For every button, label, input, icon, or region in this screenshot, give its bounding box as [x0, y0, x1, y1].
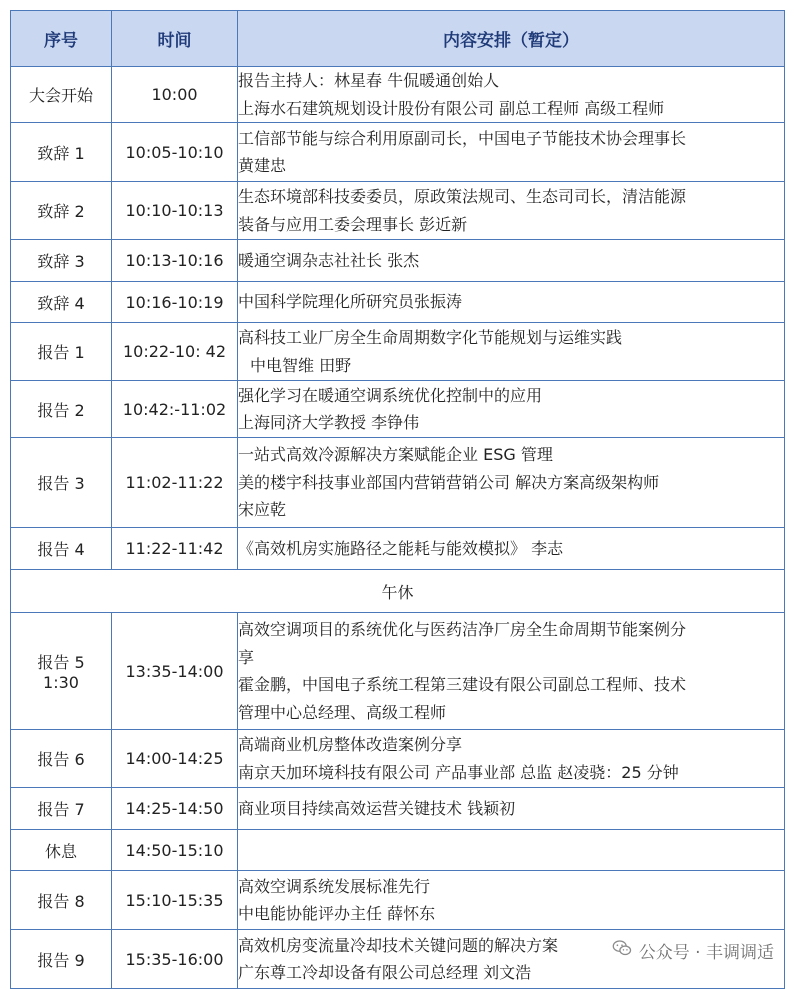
- row-content: [238, 438, 785, 528]
- content-line: 高效空调项目的系统优化与医药洁净厂房全生命周期节能案例分: [238, 620, 687, 639]
- row-time: 14:00-14:25: [112, 730, 238, 788]
- table-row: [11, 730, 785, 788]
- row-content: [238, 240, 785, 282]
- row-time: 10:22-10: 42: [112, 323, 238, 381]
- row-time: 15:35-16:00: [112, 930, 238, 989]
- table-row: [11, 323, 785, 381]
- row-index: 致辞 3: [11, 240, 112, 282]
- table-row: [11, 240, 785, 282]
- content-line: 广东尊工冷却设备有限公司总经理 刘文浩: [238, 963, 532, 982]
- content-line: 高效机房变流量冷却技术关键问题的解决方案: [238, 935, 559, 955]
- row-time: 13:35-14:00: [112, 613, 238, 730]
- content-line: 美的楼宇科技事业部国内营销营销公司 解决方案高级架构师: [238, 472, 660, 492]
- content-line: 高端商业机房整体改造案例分享: [238, 735, 463, 754]
- row-index: 大会开始: [11, 67, 112, 123]
- row-index: 报告 3: [11, 438, 112, 528]
- row-content: [238, 123, 785, 182]
- row-index: 报告 1: [11, 323, 112, 381]
- row-content: [238, 67, 785, 123]
- row-index: 报告 6: [11, 730, 112, 788]
- content-line: 南京天加环境科技有限公司 产品事业部 总监 赵凌骁：25 分钟: [238, 762, 679, 782]
- row-content: [238, 381, 785, 438]
- row-index: 报告 4: [11, 528, 112, 570]
- content-line: 中电能协能评办主任 薛怀东: [238, 904, 436, 923]
- table-row: [11, 788, 785, 830]
- row-time: 10:00: [112, 67, 238, 123]
- content-line: 高科技工业厂房全生命周期数字化节能规划与运维实践: [238, 328, 623, 347]
- row-time: 14:50-15:10: [112, 830, 238, 871]
- row-time: 10:16-10:19: [112, 282, 238, 323]
- content-line: 商业项目持续高效运营关键技术 钱颖初: [238, 798, 516, 818]
- content-line: 黄建忠: [238, 156, 287, 175]
- content-line: 宋应乾: [238, 500, 287, 520]
- row-content: [238, 788, 785, 830]
- row-content: [238, 528, 785, 570]
- content-line: 上海水石建筑规划设计股份有限公司 副总工程师 高级工程师: [238, 98, 665, 118]
- header-content: 内容安排（暂定）: [238, 11, 785, 67]
- table-row: [11, 67, 785, 123]
- table-row: [11, 830, 785, 871]
- content-line: 装备与应用工委会理事长 彭近新: [238, 214, 468, 234]
- row-time: 10:10-10:13: [112, 182, 238, 240]
- row-time: 11:02-11:22: [112, 438, 238, 528]
- schedule-body: [11, 67, 785, 989]
- row-index: 致辞 4: [11, 282, 112, 323]
- table-row: [11, 528, 785, 570]
- row-content: [238, 323, 785, 381]
- content-line: 享: [238, 647, 255, 667]
- table-row: [11, 182, 785, 240]
- watermark: [611, 937, 774, 964]
- table-row: [11, 871, 785, 930]
- row-time: 14:25-14:50: [112, 788, 238, 830]
- header-index: 序号: [11, 11, 112, 67]
- wechat-icon: [611, 937, 633, 964]
- row-index: [11, 613, 112, 730]
- content-line: 一站式高效冷源解决方案赋能企业 ESG 管理: [238, 445, 553, 465]
- table-row: [11, 381, 785, 438]
- row-time: 11:22-11:42: [112, 528, 238, 570]
- content-line: 强化学习在暖通空调系统优化控制中的应用: [238, 385, 543, 405]
- row-content: [238, 830, 785, 871]
- row-time: 15:10-15:35: [112, 871, 238, 930]
- content-line: 霍金鹏，中国电子系统工程第三建设有限公司副总工程师、技术: [238, 675, 687, 694]
- content-line: 报告主持人：林星春 牛侃暖通创始人: [238, 71, 500, 90]
- row-content: [238, 613, 785, 730]
- table-row: [11, 282, 785, 323]
- table-row: [11, 123, 785, 182]
- row-index: 报告 9: [11, 930, 112, 989]
- watermark-text: 公众号 · 丰调调适: [638, 943, 774, 963]
- content-line: 《高效机房实施路径之能耗与能效模拟》 李志: [238, 538, 564, 558]
- row-content: [238, 282, 785, 323]
- content-line: 高效空调系统发展标准先行: [238, 876, 431, 896]
- table-row: [11, 613, 785, 730]
- table-row: [11, 438, 785, 528]
- content-line: 工信部节能与综合利用原副司长，中国电子节能技术协会理事长: [238, 128, 687, 148]
- row-content: [238, 182, 785, 240]
- lunch-break-row: [11, 570, 785, 613]
- row-index: 报告 2: [11, 381, 112, 438]
- row-time: 10:05-10:10: [112, 123, 238, 182]
- content-line: 中国科学院理化所研究员张振涛: [238, 292, 463, 312]
- table-header-row: [11, 11, 785, 67]
- row-index: 报告 7: [11, 788, 112, 830]
- row-index: 报告 8: [11, 871, 112, 930]
- content-line: 上海同济大学教授 李铮伟: [238, 413, 420, 432]
- content-line: 中电智维 田野: [250, 355, 352, 375]
- content-line: 生态环境部科技委委员，原政策法规司、生态司司长，清洁能源: [238, 187, 687, 206]
- row-index-line: 1:30: [43, 673, 79, 692]
- content-line: 暖通空调杂志社社长 张杰: [238, 250, 420, 270]
- row-content: [238, 730, 785, 788]
- row-index: 致辞 1: [11, 123, 112, 182]
- schedule-table: [10, 10, 785, 989]
- row-index: 休息: [11, 830, 112, 871]
- header-time: 时间: [112, 11, 238, 67]
- row-time: 10:13-10:16: [112, 240, 238, 282]
- row-index-line: 报告 5: [37, 653, 85, 672]
- row-time: 10:42:-11:02: [112, 381, 238, 438]
- row-content: [238, 871, 785, 930]
- row-index: 致辞 2: [11, 182, 112, 240]
- lunch-break-cell: 午休: [11, 570, 785, 613]
- content-line: 管理中心总经理、高级工程师: [238, 702, 447, 722]
